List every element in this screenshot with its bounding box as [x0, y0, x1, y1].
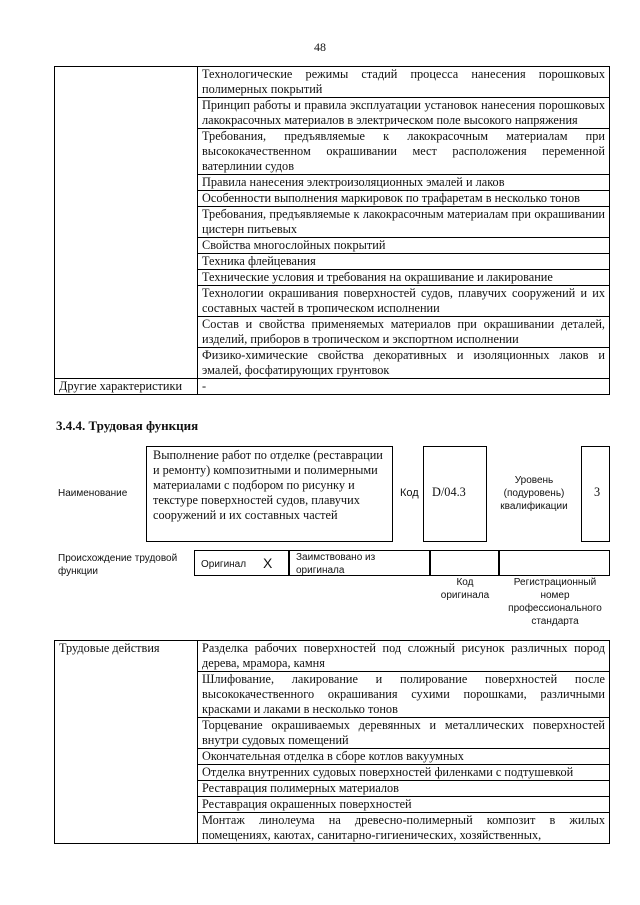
code-label: Код [400, 487, 419, 499]
level-box [581, 446, 610, 542]
reg-number-label: Регистрационный номер профессионального стандарта [508, 577, 602, 627]
labor-actions-table [54, 640, 610, 844]
table-cell: Технологии окрашивания поверхностей судов, плавучих сооружений и их составных частей в тропическом исполнении [198, 286, 610, 317]
table-cell: Требования, предъявляемые к лакокрасочным материалам при высококачественном окрашивании мест расположения переменной ватерлинии судов [198, 129, 610, 175]
level-value: 3 [594, 485, 601, 499]
table-row [55, 379, 610, 395]
table-cell: Отделка внутренних судовых поверхностей филенками с подтушевкой [198, 765, 610, 781]
table-row [55, 641, 610, 672]
section-title: 3.4.4. Трудовая функция [56, 418, 199, 433]
original-cell [194, 550, 289, 576]
table-cell: Шлифование, лакирование и полирование поверхностей после высококачественного окрашивания сухими порошками, различными красками и лаками в несколько тонов [198, 672, 610, 718]
code-original-label: Код оригинала [440, 577, 490, 601]
table-cell: Реставрация полимерных материалов [198, 781, 610, 797]
level-label: Уровень (подуровень) квалификации [500, 475, 568, 512]
page-number: 48 [314, 40, 326, 54]
name-label: Наименование [58, 488, 128, 499]
table-cell: Технологические режимы стадий процесса нанесения порошковых полимерных покрытий [198, 67, 610, 98]
table-cell: Реставрация окрашенных поверхностей [198, 797, 610, 813]
original-label: Оригинал [201, 559, 247, 570]
table-cell: Свойства многослойных покрытий [198, 238, 610, 254]
function-name: Выполнение работ по отделке (реставрации и ремонту) композитными и полимерными материалами с подбором по рисунку и текстуре поверхностей судов, плавучих сооружений и их составных частей [153, 448, 383, 522]
function-name-box [146, 446, 393, 542]
table-row [55, 67, 610, 98]
borrowed-cell [289, 550, 430, 576]
table-cell: Окончательная отделка в сборе котлов вакуумных [198, 749, 610, 765]
table-cell: Правила нанесения электроизоляционных эмалей и лаков [198, 175, 610, 191]
table-cell: Разделка рабочих поверхностей под сложный рисунок различных пород дерева, мрамора, камня [198, 641, 610, 672]
labor-actions-label: Трудовые действия [55, 641, 198, 844]
table-cell: Технические условия и требования на окрашивание и лакирование [198, 270, 610, 286]
borrowed-label: Заимствовано из оригинала [296, 552, 376, 576]
row-label-cell [55, 67, 198, 379]
table-cell: Торцевание окрашиваемых деревянных и металлических поверхностей внутри судовых помещений [198, 718, 610, 749]
origin-label: Происхождение трудовой функции [58, 553, 178, 577]
reg-number-cell [499, 550, 610, 576]
other-characteristics-label: Другие характеристики [55, 379, 198, 395]
table-cell: Принцип работы и правила эксплуатации установок нанесения порошковых лакокрасочных материалов в электрическом поле высокого напряжения [198, 98, 610, 129]
table-cell: Физико-химические свойства декоративных и изоляционных лаков и эмалей, фосфатирующих грунтовок [198, 348, 610, 379]
code-value: D/04.3 [432, 485, 466, 499]
other-characteristics-value: - [198, 379, 610, 395]
table-cell: Особенности выполнения маркировок по трафаретам в несколько тонов [198, 191, 610, 207]
code-box [423, 446, 487, 542]
original-mark: X [263, 555, 273, 571]
table-cell: Требования, предъявляемые к лакокрасочным материалам при окрашивании цистерн питьевых [198, 207, 610, 238]
knowledge-table [54, 66, 610, 395]
table-cell: Состав и свойства применяемых материалов при окрашивании деталей, изделий, приборов в тропическом и экспортном исполнении [198, 317, 610, 348]
table-cell: Техника флейцевания [198, 254, 610, 270]
code-original-cell [430, 550, 499, 576]
table-cell: Монтаж линолеума на древесно-полимерный композит в жилых помещениях, каютах, санитарно-гигиенических, хозяйственных, [198, 813, 610, 844]
